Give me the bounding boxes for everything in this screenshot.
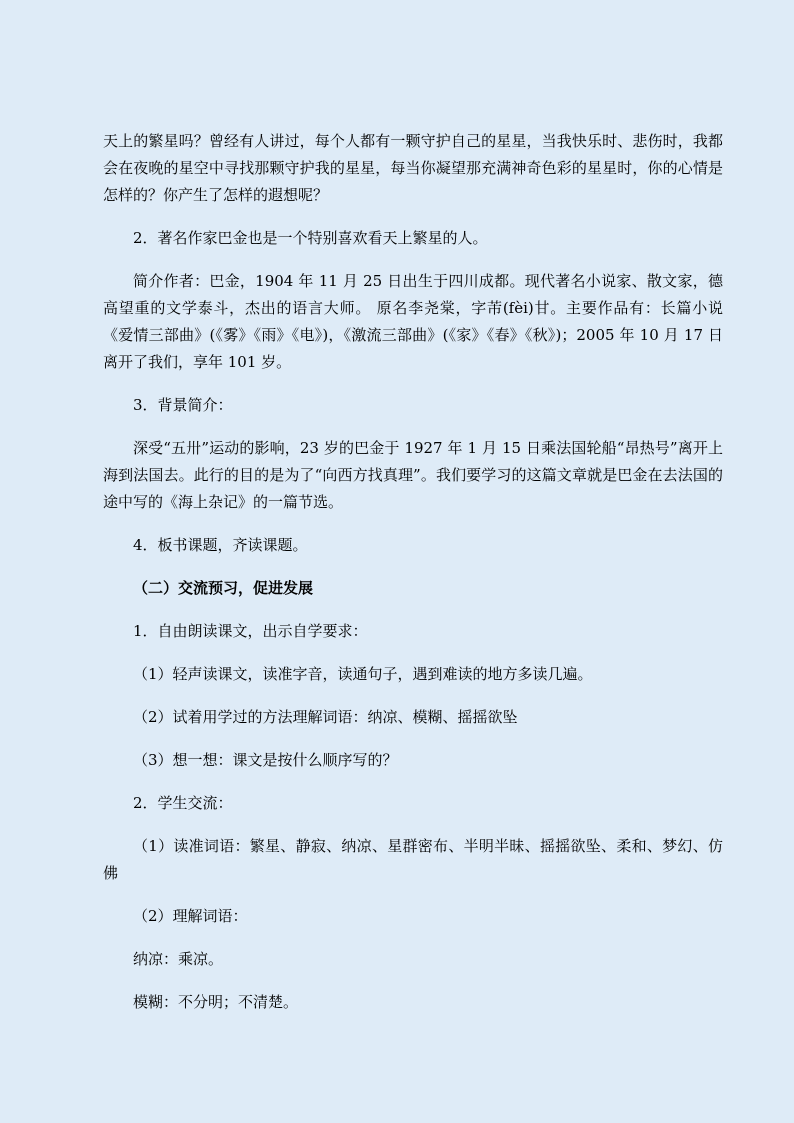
paragraph-self-study: 1．自由朗读课文，出示自学要求： — [133, 622, 368, 640]
paragraph-intro-question: 天上的繁星吗？曾经有人讲过，每个人都有一颗守护自己的星星，当我快乐时、悲伤时，我都会在夜晚的星空中寻找那颗守护我的星星，每当你凝望那充满神奇色彩的星星时，你的心情是怎样的？你产生了怎样的遐想呢？ — [103, 132, 723, 204]
paragraph-bajin-intro: 2．著名作家巴金也是一个特别喜欢看天上繁星的人。 — [133, 229, 488, 247]
paragraph-requirement-2: （2）试着用学过的方法理解词语：纳凉、模糊、摇摇欲坠 — [133, 708, 518, 726]
paragraph-requirement-3: （3）想一想：课文是按什么顺序写的？ — [133, 751, 398, 769]
paragraph-vocab-reading: （1）读准词语：繁星、静寂、纳凉、星群密布、半明半昧、摇摇欲坠、柔和、梦幻、仿佛 — [103, 837, 723, 882]
paragraph-vocab-understanding: （2）理解词语： — [133, 907, 248, 925]
paragraph-requirement-1: （1）轻声读课文，读准字音，读通句子，遇到难读的地方多读几遍。 — [133, 665, 593, 683]
paragraph-background-text: 深受“五卅”运动的影响，23 岁的巴金于 1927 年 1 月 15 日乘法国轮船“昂热号”离开上海到法国去。此行的目的是为了“向西方找真理”。我们要学习的这篇文章就是巴金在去法国的途中写的《海上杂记》的一篇节选。 — [103, 439, 723, 511]
paragraph-definition-naliang: 纳凉：乘凉。 — [133, 950, 224, 968]
document-body — [103, 128, 723, 1032]
paragraph-background-heading: 3．背景简介： — [133, 396, 233, 414]
paragraph-definition-mohu: 模糊：不分明；不清楚。 — [133, 993, 299, 1011]
paragraph-author-bio: 简介作者：巴金，1904 年 11 月 25 日出生于四川成都。现代著名小说家、散文家，德高望重的文学泰斗，杰出的语言大师。 原名李尧棠，字芾(fèi)甘。主要作品有：长篇小说《爱情三部曲》(《雾》《雨》《电》)，《激流三部曲》(《家》《春》《秋》)；2005 年 10 月 17 日离开了我们，享年 101 岁。 — [103, 272, 723, 371]
section-heading-preview: （二）交流预习，促进发展 — [133, 579, 314, 597]
paragraph-student-exchange: 2．学生交流： — [133, 794, 233, 812]
paragraph-title-reading: 4．板书课题，齐读课题。 — [133, 536, 308, 554]
